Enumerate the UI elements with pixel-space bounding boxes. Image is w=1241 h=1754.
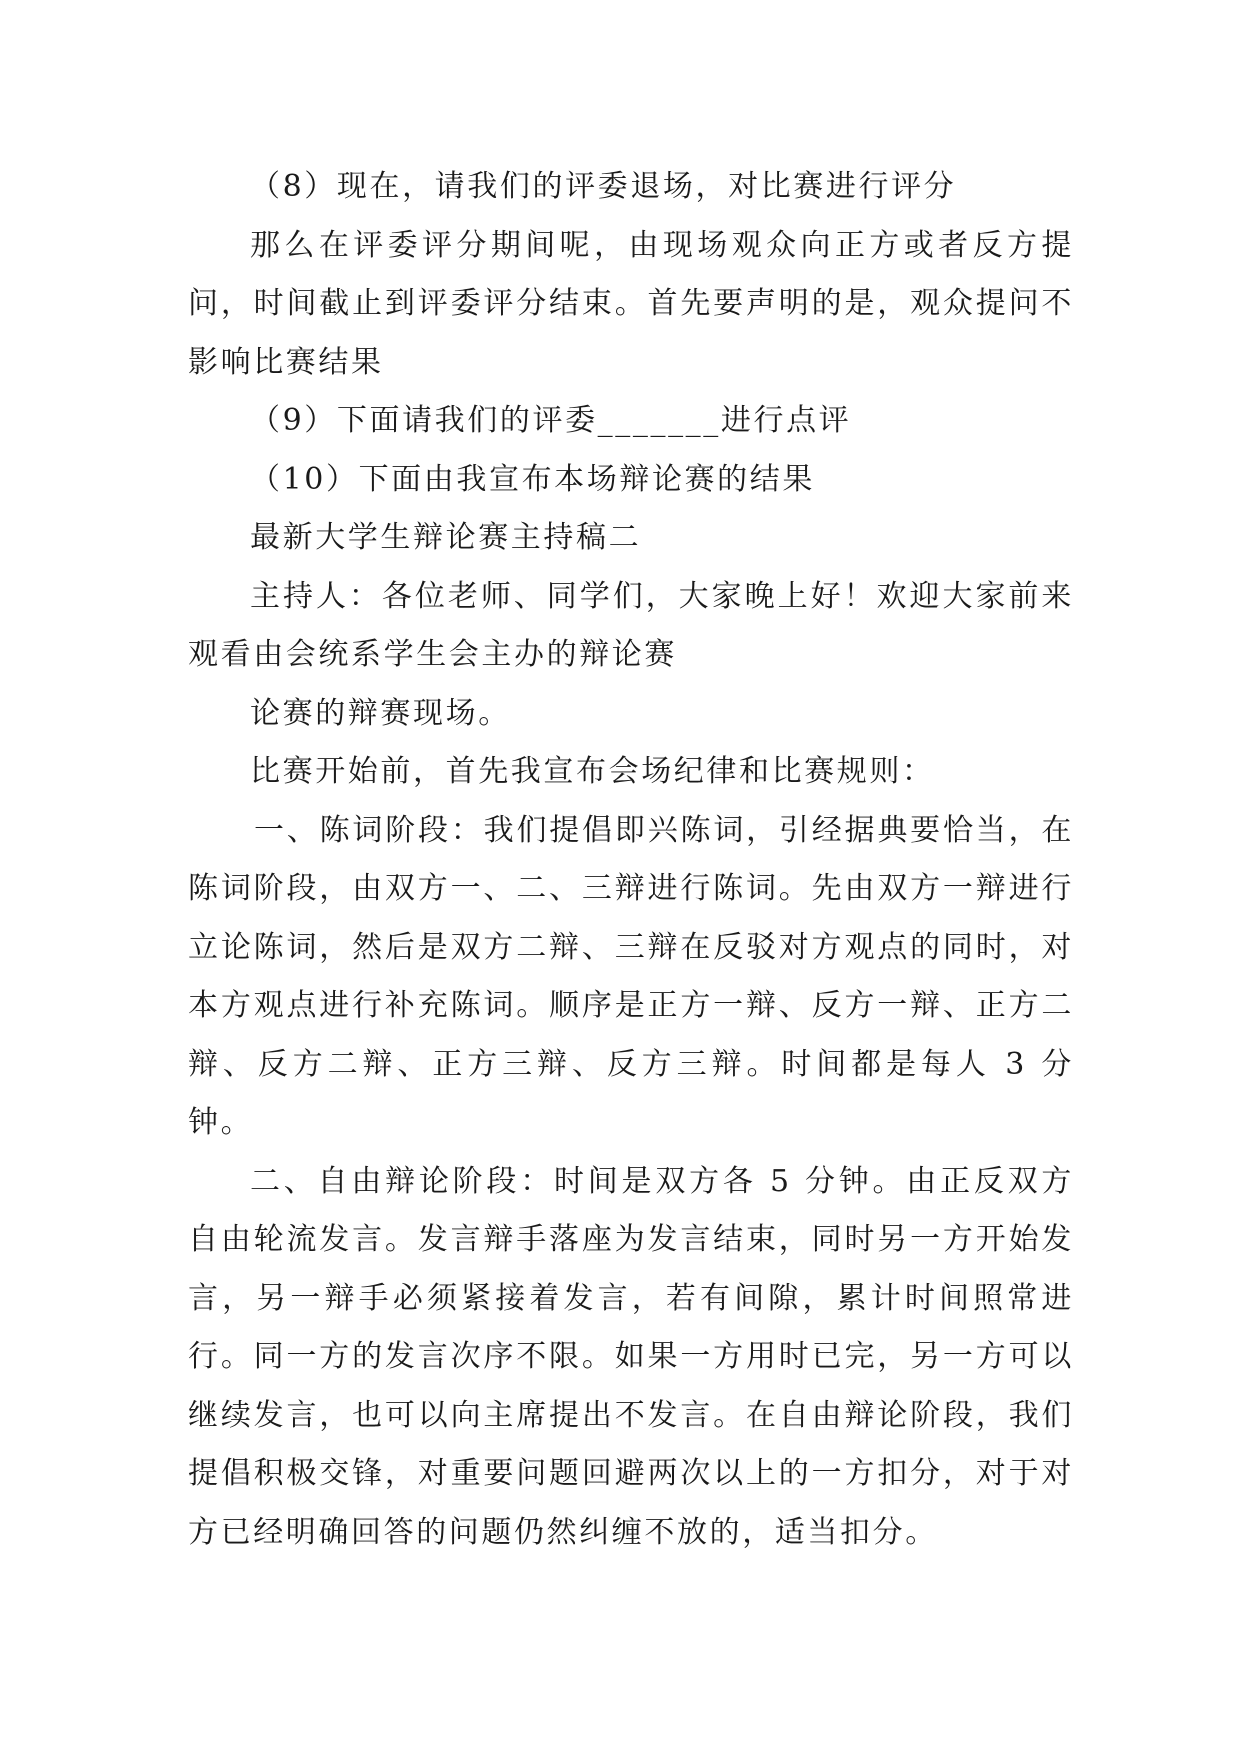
paragraph-item-10: （10）下面由我宣布本场辩论赛的结果: [250, 461, 815, 497]
paragraph-audience-questions: 那么在评委评分期间呢，由现场观众向正方或者反方提问，时间截止到评委评分结束。首先要声明的是，观众提问不影响比赛结果: [188, 227, 1074, 380]
paragraph-rule-free-debate: 二、自由辩论阶段：时间是双方各 5 分钟。由正反双方自由轮流发言。发言辩手落座为发言结束，同时另一方开始发言，另一辩手必须紧接着发言，若有间隙，累计时间照常进行。同一方的发言次序不限。如果一方用时已完，另一方可以继续发言，也可以向主席提出不发言。在自由辩论阶段，我们提倡积极交锋，对重要问题回避两次以上的一方扣分，对于对方已经明确回答的问题仍然纠缠不放的，适当扣分。: [188, 1163, 1074, 1550]
paragraph-rule-statement-stage: 一、陈词阶段：我们提倡即兴陈词，引经据典要恰当，在陈词阶段，由双方一、二、三辩进行陈词。先由双方一辩进行立论陈词，然后是双方二辩、三辩在反驳对方观点的同时，对本方观点进行补充陈词。顺序是正方一辩、反方一辩、正方二辩、反方二辩、正方三辩、反方三辩。时间都是每人 3 分钟。: [188, 812, 1074, 1140]
paragraph-item-9: （9）下面请我们的评委_______进行点评: [250, 403, 852, 438]
paragraph-item-8: （8）现在，请我们的评委退场，对比赛进行评分: [250, 169, 957, 204]
paragraph-host-greeting: 主持人：各位老师、同学们，大家晚上好！欢迎大家前来观看由会统系学生会主办的辩论赛: [188, 578, 1074, 672]
section-heading: 最新大学生辩论赛主持稿二: [250, 520, 642, 555]
paragraph-venue: 论赛的辩赛现场。: [250, 695, 511, 731]
document-page: [188, 158, 1074, 1562]
paragraph-rules-intro: 比赛开始前，首先我宣布会场纪律和比赛规则：: [250, 754, 935, 789]
